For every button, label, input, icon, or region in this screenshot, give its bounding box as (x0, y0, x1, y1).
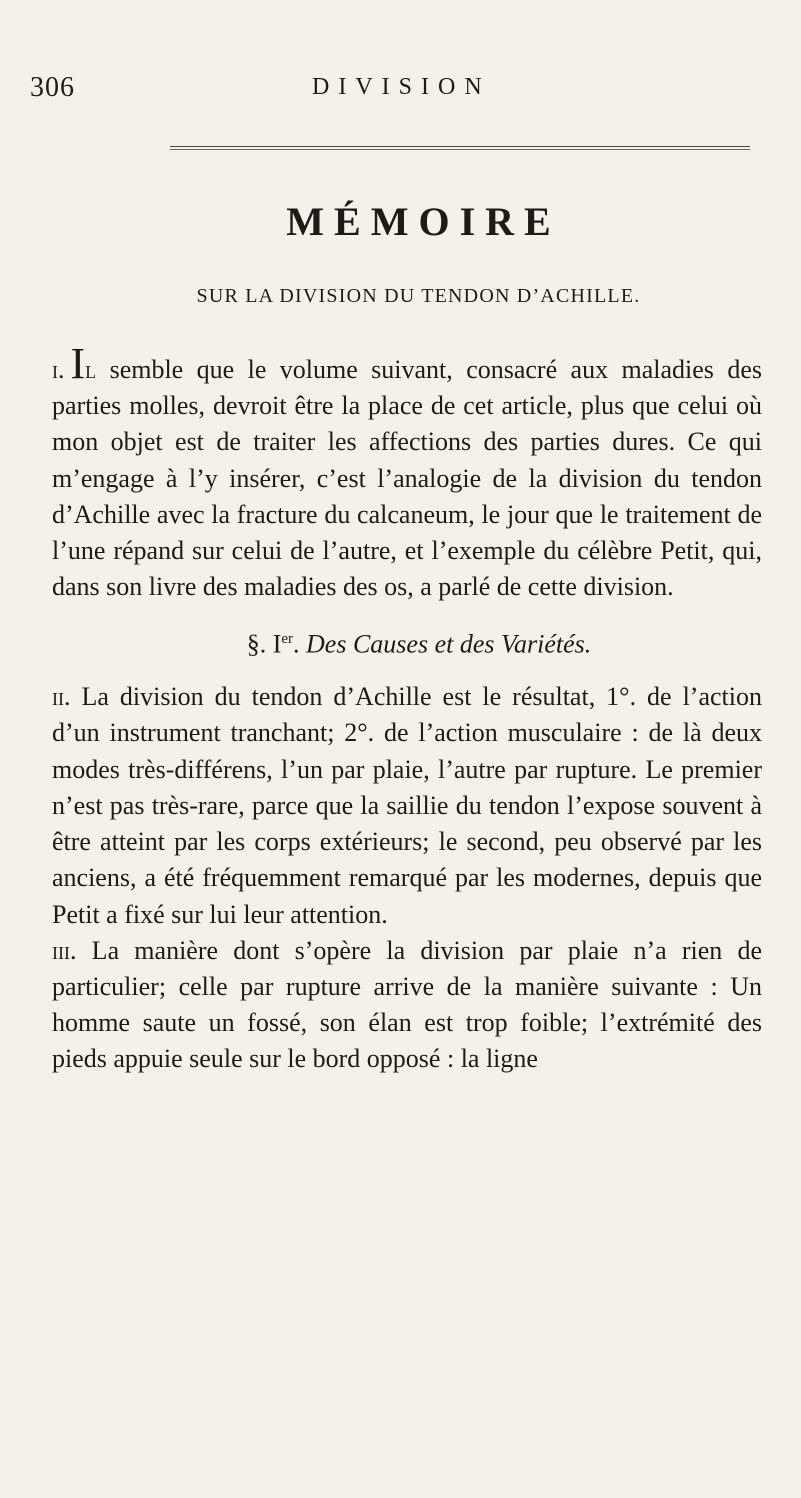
section-marker-sup: er (281, 631, 294, 648)
paragraph-text: semble que le volume suivant, consacré aux maladies des parties molles, devroit être la place de cet article, plus que celui où mon objet est de traiter les affections des parties dures. Ce qui m’engage à l’y insérer, c’est l’analogie de la division du tendon d’Achille avec la fracture du calcaneum, le jour que le traitement de l’une répand sur celui de l’autre, et l’exemple du célèbre Petit, qui, dans son livre des maladies des os, a parlé de cette division. (52, 355, 762, 602)
body-text (52, 339, 762, 1078)
running-title: DIVISION (312, 74, 491, 100)
paragraph-text: La division du tendon d’Achille est le résultat, 1°. de l’action d’un instrument tranchant; 2°. de l’action musculaire : de là deux modes très-différens, l’un par plaie, l’autre par rupture. Le premier n’est pas très-rare, parce que la saillie du tendon l’expose souvent à être atteint par les corps extérieurs; le second, peu observé par les anciens, a été fréquemment remarqué par les modernes, depuis que Petit a fixé sur lui leur attention. (52, 682, 762, 929)
paragraph-1 (52, 339, 762, 605)
paragraph-number: i. (52, 355, 65, 384)
running-head (30, 72, 780, 108)
initial-letter: I (70, 339, 86, 388)
page-number: 306 (30, 72, 75, 103)
paragraph-number: iii. (52, 935, 77, 965)
article-title: MÉMOIRE (286, 199, 561, 244)
section-title: Des Causes et des Variétés. (306, 630, 592, 660)
section-heading: §. Ier. Des Causes et des Variétés. (246, 630, 592, 660)
paragraph-2 (52, 679, 762, 932)
paragraph-text: La manière dont s’opère la division par plaie n’a rien de particulier; celle par rupture arrive de la manière suivante : Un homme saute un fossé, son élan est trop foible; l’extrémité des pieds appuie seule sur le bord opposé : la ligne (52, 935, 762, 1074)
section-marker: §. I (246, 630, 282, 660)
article-subtitle: SUR LA DIVISION DU TENDON D’ACHILLE. (196, 285, 641, 307)
header-rule (170, 146, 750, 150)
paragraph-3 (52, 933, 762, 1078)
initial-letter-tail: l (85, 355, 97, 384)
paragraph-number: ii. (52, 682, 71, 712)
